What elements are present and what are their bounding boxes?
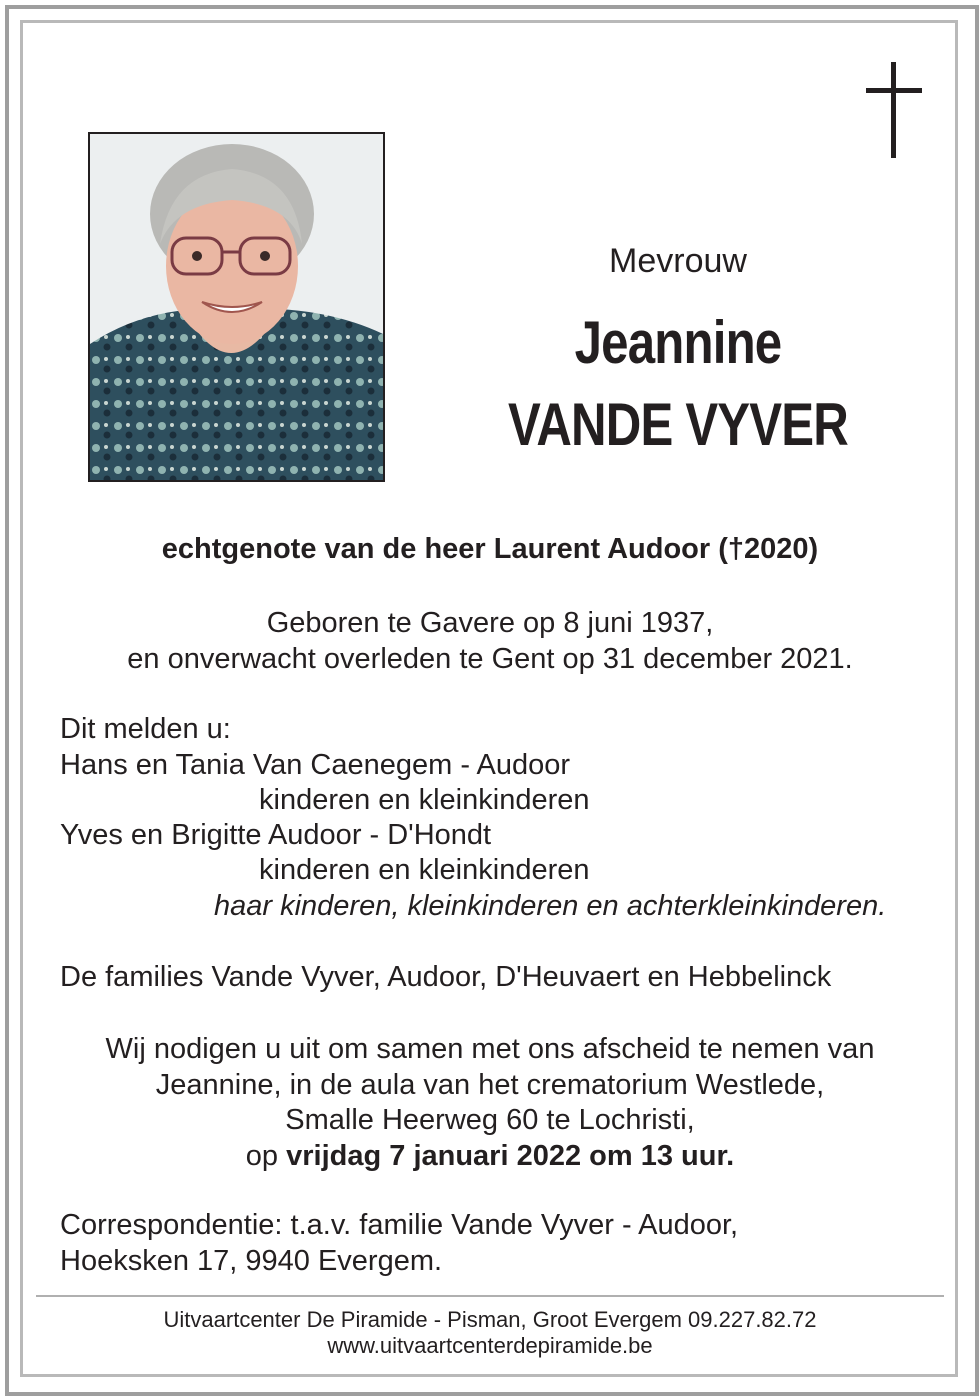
families-line: De families Vande Vyver, Audoor, D'Heuvaert en Hebbelinck (60, 961, 832, 993)
honorific: Mevrouw (609, 242, 747, 280)
cross-icon (866, 62, 922, 158)
family-line: Hans en Tania Van Caenegem - Audoor (60, 749, 570, 781)
footer-divider (36, 1295, 944, 1297)
ceremony-date-line (0, 1139, 980, 1174)
grandchildren-line: haar kinderen, kleinkinderen en achterkleinkinderen. (214, 890, 887, 922)
first-name: Jeannine (574, 309, 782, 376)
last-name: VANDE VYVER (507, 391, 849, 458)
invite-line: Jeannine, in de aula van het crematorium Westlede, (155, 1069, 825, 1101)
death-line: en onverwacht overleden te Gent op 31 december 2021. (127, 643, 853, 675)
portrait-photo (88, 132, 385, 482)
announcers-heading: Dit melden u: (60, 713, 231, 745)
funeral-home-info: Uitvaartcenter De Piramide - Pisman, Groot Evergem 09.227.82.72 (163, 1307, 817, 1332)
family-subline: kinderen en kleinkinderen (259, 784, 590, 816)
invite-line: Smalle Heerweg 60 te Lochristi, (285, 1104, 695, 1136)
spouse-line: echtgenote van de heer Laurent Audoor (†2020) (161, 533, 819, 565)
family-subline: kinderen en kleinkinderen (259, 854, 590, 886)
invite-line: Wij nodigen u uit om samen met ons afscheid te nemen van (105, 1033, 875, 1065)
funeral-home-website[interactable]: www.uitvaartcenterdepiramide.be (327, 1333, 653, 1358)
birth-line: Geboren te Gavere op 8 juni 1937, (266, 607, 714, 639)
family-line: Yves en Brigitte Audoor - D'Hondt (60, 819, 492, 851)
correspondence-address: Hoeksken 17, 9940 Evergem. (60, 1245, 443, 1277)
ceremony-date: vrijdag 7 januari 2022 om 13 uur. (286, 1140, 735, 1172)
ceremony-prefix: op (245, 1140, 279, 1172)
correspondence-line: Correspondentie: t.a.v. familie Vande Vyver - Audoor, (60, 1209, 739, 1241)
